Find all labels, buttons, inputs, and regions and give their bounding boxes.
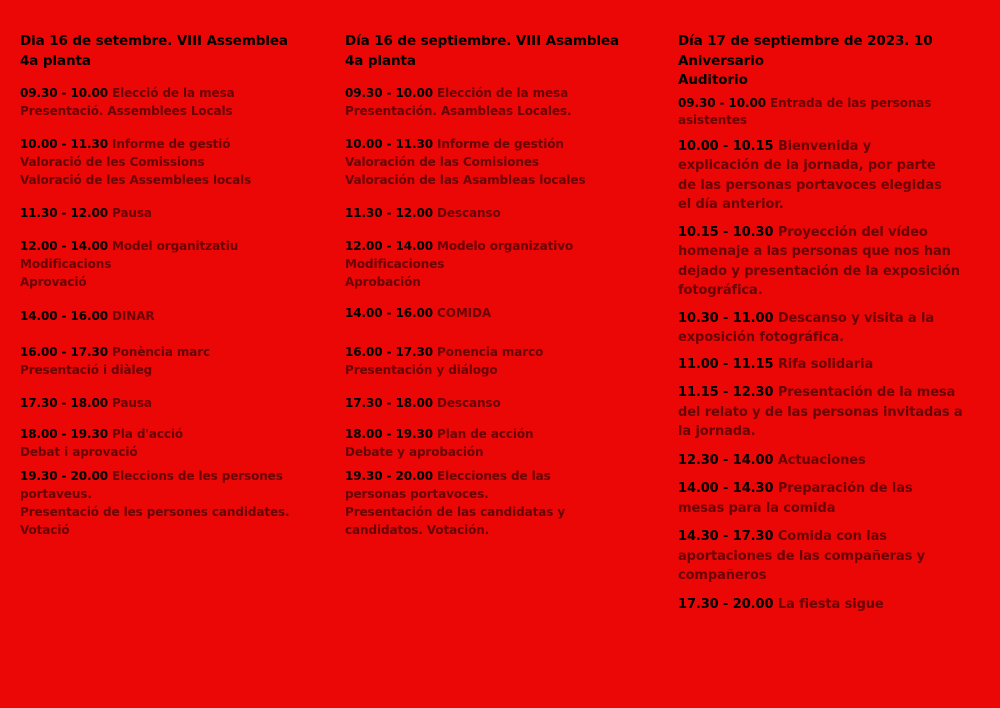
item-line: Aprovació [20, 275, 87, 289]
item-activity: Bienvenida y explicación de la jornada, por parte de las personas portavoces elegidas el día anterior. [678, 138, 942, 212]
day-heading [20, 32, 320, 71]
item-activity: Proyección del vídeo homenaje a las personas que nos han dejado y presentación de la exposición fotográfica. [678, 224, 960, 298]
item-line: Debat i aprovació [20, 445, 138, 459]
item-time: 10.15 - 10.30 [678, 224, 774, 240]
schedule-item [345, 425, 645, 461]
item-time: 17.30 - 20.00 [678, 596, 774, 612]
schedule-item [345, 204, 645, 222]
schedule-item [20, 394, 320, 412]
item-activity: Elección de la mesa [432, 86, 569, 100]
schedule-item [678, 309, 938, 348]
item-line: Modificacions [20, 257, 112, 271]
schedule-item [678, 223, 970, 301]
item-activity: Pausa [107, 206, 152, 220]
item-time: 12.30 - 14.00 [678, 452, 774, 468]
schedule-item [678, 595, 978, 615]
item-time: 18.00 - 19.30 [20, 427, 108, 441]
item-time: 12.00 - 14.00 [20, 239, 108, 253]
schedule-item [678, 479, 963, 518]
item-time: 19.30 - 20.00 [20, 469, 108, 483]
schedule-item [20, 135, 320, 189]
item-line: Presentación. Asambleas Locales. [345, 104, 572, 118]
item-time: 14.00 - 16.00 [345, 306, 433, 320]
item-time: 11.30 - 12.00 [345, 206, 433, 220]
item-time: 09.30 - 10.00 [345, 86, 433, 100]
schedule-item [345, 343, 645, 379]
item-line: Aprobación [345, 275, 421, 289]
item-line: Presentació de les persones candidates. Votació [20, 505, 290, 537]
item-time: 16.00 - 17.30 [345, 345, 433, 359]
item-activity: Descanso y visita a la exposición fotográfica. [678, 310, 935, 345]
schedule-column-spanish [345, 32, 645, 539]
item-line: Modificaciones [345, 257, 445, 271]
schedule-item [678, 527, 938, 586]
item-time: 17.30 - 18.00 [20, 396, 108, 410]
item-time: 10.00 - 11.30 [20, 137, 108, 151]
day-heading [345, 32, 645, 71]
item-activity: Elecció de la mesa [107, 86, 235, 100]
schedule-item [678, 355, 978, 375]
item-activity: DINAR [107, 309, 155, 323]
item-time: 11.00 - 11.15 [678, 356, 774, 372]
item-line: Valoració de les Assemblees locals [20, 173, 252, 187]
item-activity: Entrada de las personas asistentes [678, 95, 932, 127]
item-line: Debate y aprobación [345, 445, 484, 459]
item-line: Presentación de las candidatas y candidatos. Votación. [345, 505, 566, 537]
schedule-item [20, 204, 320, 222]
schedule-item [20, 307, 320, 325]
item-activity: Pla d'acció [107, 427, 184, 441]
heading-line: Aniversario [678, 52, 764, 69]
schedule-item [345, 237, 645, 291]
item-time: 17.30 - 18.00 [345, 396, 433, 410]
item-line: Presentació i diàleg [20, 363, 153, 377]
item-activity: Informe de gestión [432, 137, 564, 151]
item-activity: Modelo organizativo [432, 239, 574, 253]
heading-line: 4a planta [345, 52, 416, 69]
day-heading [678, 32, 978, 91]
schedule-item [20, 84, 320, 120]
item-activity: Pausa [107, 396, 152, 410]
heading-line: Auditorio [678, 72, 748, 88]
item-activity: Comida con las aportaciones de las compañeras y compañeros [678, 529, 926, 583]
schedule-column-catalan [20, 32, 320, 539]
heading-line: Dia 16 de setembre. VIII Assemblea [20, 33, 288, 49]
schedule-item [20, 343, 320, 379]
heading-line: Día 17 de septiembre de 2023. 10 [678, 33, 933, 49]
schedule-item [678, 451, 978, 471]
schedule-item [20, 425, 320, 461]
schedule-item [345, 84, 645, 120]
item-activity: Model organitzatiu [107, 239, 239, 253]
item-line: Valoració de les Comissions [20, 155, 205, 169]
item-time: 12.00 - 14.00 [345, 239, 433, 253]
item-line: Presentación y diálogo [345, 363, 498, 377]
schedule-item [20, 467, 290, 539]
heading-line: 4a planta [20, 52, 91, 69]
item-activity: Preparación de las mesas para la comida [678, 481, 913, 516]
item-time: 14.30 - 17.30 [678, 529, 774, 544]
heading-line: Día 16 de septiembre. VIII Asamblea [345, 33, 620, 49]
schedule-item [678, 137, 953, 215]
item-time: 16.00 - 17.30 [20, 345, 108, 359]
schedule-item [20, 237, 320, 291]
schedule-item [345, 467, 590, 539]
item-activity: Ponència marc [107, 345, 211, 359]
item-time: 14.00 - 16.00 [20, 309, 108, 323]
item-line: Valoración de las Comisiones [345, 155, 539, 169]
item-activity: Actuaciones [773, 452, 866, 468]
item-line: Valoración de las Asambleas locales [345, 173, 586, 187]
item-activity: La fiesta sigue [773, 596, 884, 612]
item-line: Presentació. Assemblees Locals [20, 104, 233, 118]
item-activity: Rifa solidaria [773, 356, 874, 372]
item-activity: Descanso [432, 396, 501, 410]
item-time: 18.00 - 19.30 [345, 427, 433, 441]
item-activity: Ponencia marco [432, 345, 544, 359]
item-time: 10.00 - 10.15 [678, 138, 774, 154]
item-time: 11.30 - 12.00 [20, 206, 108, 220]
schedule-item [345, 135, 645, 189]
schedule-item [678, 383, 970, 442]
item-activity: Plan de acción [432, 427, 534, 441]
item-time: 09.30 - 10.00 [678, 95, 766, 110]
item-time: 09.30 - 10.00 [20, 86, 108, 100]
item-time: 10.00 - 11.30 [345, 137, 433, 151]
item-activity: Eleccions de les persones portaveus. [20, 469, 283, 501]
schedule-item [345, 304, 645, 322]
item-activity: Presentación de la mesa del relato y de las personas invitadas a la jornada. [678, 385, 963, 439]
schedule-column-anniversary [678, 32, 978, 614]
item-time: 10.30 - 11.00 [678, 310, 774, 326]
schedule-item [345, 394, 645, 412]
item-activity: COMIDA [432, 306, 492, 320]
item-time: 19.30 - 20.00 [345, 469, 433, 483]
item-activity: Elecciones de las personas portavoces. [345, 469, 551, 501]
item-activity: Descanso [432, 206, 501, 220]
item-time: 14.00 - 14.30 [678, 481, 774, 496]
item-activity: Informe de gestió [107, 137, 231, 151]
schedule-item [678, 95, 938, 129]
item-time: 11.15 - 12.30 [678, 385, 774, 400]
